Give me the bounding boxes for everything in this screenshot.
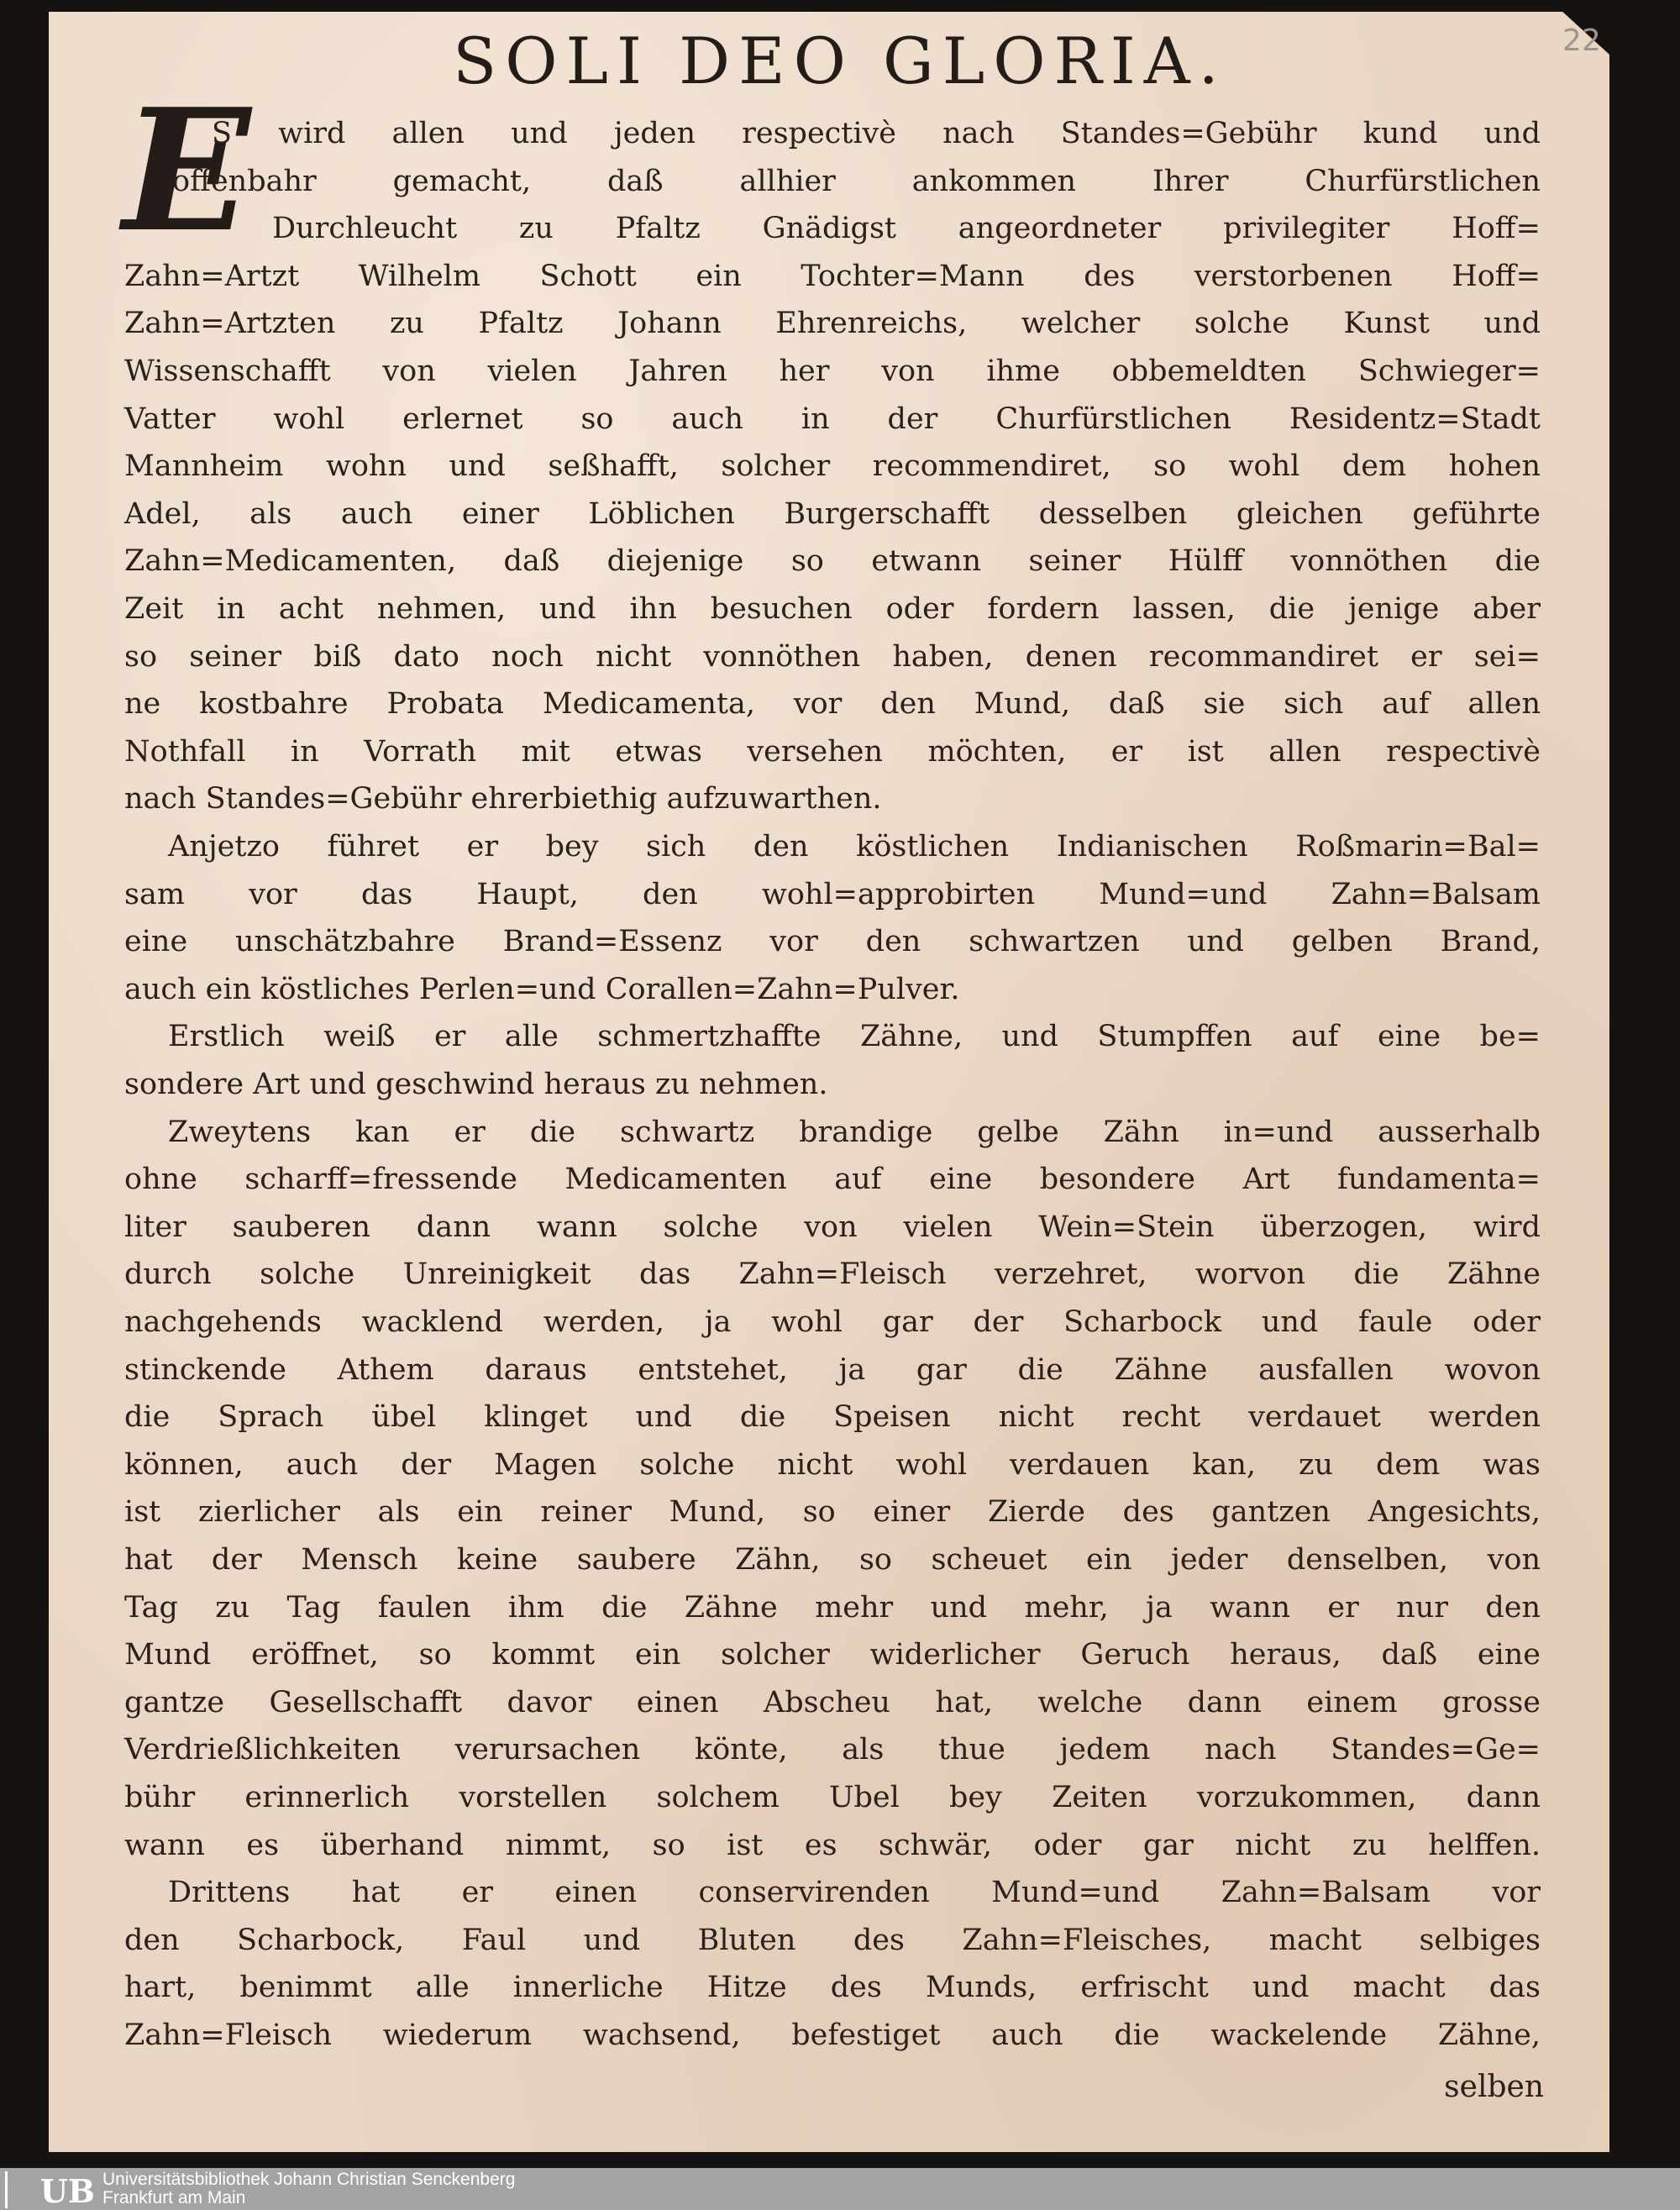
text-line: sam vor das Haupt, den wohl=approbirten Mund=und Zahn=Balsam xyxy=(124,877,1541,911)
logo-text: UB xyxy=(39,2172,95,2210)
text-line: nachgehends wacklend werden, ja wohl gar der Scharbock und faule oder xyxy=(124,1305,1541,1339)
text-line: Zahn=Artzt Wilhelm Schott ein Tochter=Mann des verstorbenen Hoff= xyxy=(124,259,1541,293)
text-line: Durchleucht zu Pfaltz Gnädigst angeordneter privilegiter Hoff= xyxy=(272,212,1541,246)
text-line: Tag zu Tag faulen ihm die Zähne mehr und mehr, ja wann er nur den xyxy=(124,1590,1541,1625)
text-line: liter sauberen dann wann solche von vielen Wein=Stein überzogen, wird xyxy=(124,1210,1541,1244)
text-line: ohne scharff=fressende Medicamenten auf eine besondere Art fundamenta= xyxy=(124,1163,1541,1197)
text-line: Vatter wohl erlernet so auch in der Churfürstlichen Residentz=Stadt xyxy=(124,402,1541,436)
text-line: auch ein köstliches Perlen=und Corallen=Zahn=Pulver. xyxy=(124,972,960,1006)
text-line: Zahn=Artzten zu Pfaltz Johann Ehrenreichs, welcher solche Kunst und xyxy=(124,307,1541,341)
text-line: Zahn=Medicamenten, daß diejenige so etwann seiner Hülff vonnöthen die xyxy=(124,544,1541,579)
text-line: nach Standes=Gebühr ehrerbiethig aufzuwarthen. xyxy=(124,782,882,816)
text-line: Zweytens kan er die schwartz brandige gelbe Zähn in=und ausserhalb xyxy=(168,1115,1541,1149)
library-footer xyxy=(0,2168,1680,2210)
text-line: so seiner biß dato noch nicht vonnöthen haben, denen recommandiret er sei= xyxy=(124,639,1541,674)
text-line: Adel, als auch einer Löblichen Burgerschafft desselben gleichen geführte xyxy=(124,496,1541,531)
text-line: können, auch der Magen solche nicht wohl verdauen kan, zu dem was xyxy=(124,1447,1541,1482)
text-line: gantze Gesellschafft davor einen Abscheu hat, welche dann einem grosse xyxy=(124,1685,1541,1719)
text-line: Wissenschafft von vielen Jahren her von ihme obbemeldten Schwieger= xyxy=(124,354,1541,388)
catchword: selben xyxy=(1444,2070,1544,2104)
text-line: bühr erinnerlich vorstellen solchem Ubel bey Zeiten vorzukommen, dann xyxy=(124,1781,1541,1814)
text-line: Mannheim wohn und seßhafft, solcher recommendiret, so wohl dem hohen xyxy=(124,449,1541,484)
text-line: Verdrießlichkeiten verursachen könte, als thue jedem nach Standes=Ge= xyxy=(124,1733,1541,1767)
library-location: Frankfurt am Main xyxy=(102,2188,246,2207)
ub-logo-icon xyxy=(5,2171,98,2208)
text-line: den Scharbock, Faul und Bluten des Zahn=Fleisches, macht selbiges xyxy=(124,1923,1541,1957)
text-line: hart, benimmt alle innerliche Hitze des Munds, erfrischt und macht das xyxy=(124,1971,1541,2005)
text-line: Drittens hat er einen conservirenden Mund=und Zahn=Balsam vor xyxy=(168,1876,1541,1910)
text-line: durch solche Unreinigkeit das Zahn=Fleisch verzehret, worvon die Zähne xyxy=(124,1257,1541,1292)
text-line: hat der Mensch keine saubere Zähn, so scheuet ein jeder denselben, von xyxy=(124,1543,1541,1577)
document-title: SOLI DEO GLORIA. xyxy=(453,24,1227,98)
text-line: offenbahr gemacht, daß allhier ankommen Ihrer Churfürstlichen xyxy=(172,164,1541,198)
text-line: wann es überhand nimmt, so ist es schwär, oder gar nicht zu helffen. xyxy=(124,1828,1541,1862)
text-line: Mund eröffnet, so kommt ein solcher widerlicher Geruch heraus, daß eine xyxy=(124,1638,1541,1672)
text-line: stinckende Athem daraus entstehet, ja gar die Zähne ausfallen wovon xyxy=(124,1352,1541,1387)
library-name-line1: Universitätsbibliothek Johann Christian Senckenberg xyxy=(102,2170,516,2189)
text-line: Zahn=Fleisch wiederum wachsend, befestiget auch die wackelende Zähne, xyxy=(124,2018,1541,2052)
text-line: ne kostbahre Probata Medicamenta, vor den Mund, daß sie sich auf allen xyxy=(124,687,1541,722)
pencil-shelfmark: 22 xyxy=(1562,24,1601,58)
text-line: S wird allen und jeden respectivè nach Standes=Gebühr kund und xyxy=(212,117,1541,150)
text-line: eine unschätzbahre Brand=Essenz vor den schwartzen und gelben Brand, xyxy=(124,925,1541,959)
text-line: Zeit in acht nehmen, und ihn besuchen oder fordern lassen, die jenige aber xyxy=(124,592,1541,626)
ornamental-drop-cap: E xyxy=(123,72,251,270)
text-line: Nothfall in Vorrath mit etwas versehen möchten, er ist allen respectivè xyxy=(124,734,1541,769)
text-line: ist zierlicher als ein reiner Mund, so einer Zierde des gantzen Angesichts, xyxy=(124,1495,1541,1530)
text-line: Anjetzo führet er bey sich den köstlichen Indianischen Roßmarin=Bal= xyxy=(168,830,1541,864)
text-line: sondere Art und geschwind heraus zu nehmen. xyxy=(124,1068,828,1101)
text-line: Erstlich weiß er alle schmertzhaffte Zähne, und Stumpffen auf eine be= xyxy=(168,1020,1541,1054)
text-line: die Sprach übel klinget und die Speisen nicht recht verdauet werden xyxy=(124,1400,1541,1435)
library-name xyxy=(102,2171,515,2207)
